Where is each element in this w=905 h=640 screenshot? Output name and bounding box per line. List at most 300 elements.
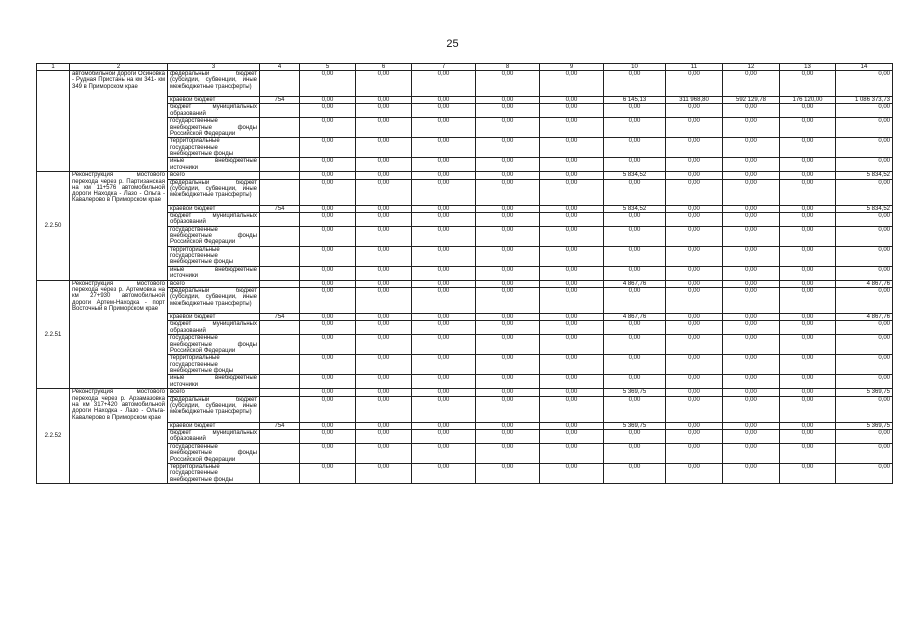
funding-source: территориальные государственные внебюджетные фонды <box>168 246 260 266</box>
budget-code <box>260 266 300 280</box>
amount-cell: 0,00 <box>780 205 836 212</box>
amount-cell: 0,00 <box>723 389 780 396</box>
amount-cell: 0,00 <box>412 335 476 355</box>
amount-cell: 0,00 <box>780 389 836 396</box>
amount-cell: 0,00 <box>300 375 356 389</box>
amount-cell: 0,00 <box>412 444 476 464</box>
amount-cell: 0,00 <box>780 396 836 422</box>
amount-cell: 0,00 <box>300 138 356 158</box>
amount-cell: 0,00 <box>356 118 412 138</box>
amount-cell: 0,00 <box>604 118 666 138</box>
amount-cell: 0,00 <box>412 158 476 172</box>
amount-cell: 0,00 <box>780 212 836 226</box>
budget-code <box>260 71 300 97</box>
amount-cell: 0,00 <box>836 430 893 444</box>
amount-cell: 0,00 <box>356 314 412 321</box>
amount-cell: 0,00 <box>780 246 836 266</box>
amount-cell: 0,00 <box>300 288 356 314</box>
amount-cell: 0,00 <box>300 212 356 226</box>
table-row <box>37 280 893 287</box>
amount-cell: 0,00 <box>540 71 604 97</box>
amount-cell: 0,00 <box>356 288 412 314</box>
budget-code: 754 <box>260 205 300 212</box>
budget-code <box>260 138 300 158</box>
budget-code <box>260 246 300 266</box>
column-header: 5 <box>300 64 356 71</box>
funding-source: территориальные государственные внебюджетные фонды <box>168 355 260 375</box>
amount-cell: 0,00 <box>540 118 604 138</box>
budget-code <box>260 396 300 422</box>
column-header: 7 <box>412 64 476 71</box>
amount-cell: 0,00 <box>476 422 540 429</box>
budget-code <box>260 444 300 464</box>
amount-cell: 0,00 <box>412 375 476 389</box>
row-number <box>37 71 70 172</box>
budget-code <box>260 179 300 205</box>
amount-cell: 0,00 <box>476 104 540 118</box>
amount-cell: 0,00 <box>723 205 780 212</box>
budget-code <box>260 464 300 484</box>
column-header: 11 <box>666 64 723 71</box>
funding-source: территориальные государственные внебюджетные фонды <box>168 464 260 484</box>
amount-cell: 0,00 <box>476 396 540 422</box>
amount-cell: 0,00 <box>836 212 893 226</box>
amount-cell: 0,00 <box>540 179 604 205</box>
amount-cell: 0,00 <box>780 335 836 355</box>
amount-cell: 4 867,76 <box>604 314 666 321</box>
funding-source: государственные внебюджетные фонды Российской Федерации <box>168 444 260 464</box>
funding-source: государственные внебюджетные фонды Российской Федерации <box>168 226 260 246</box>
amount-cell: 0,00 <box>356 158 412 172</box>
amount-cell: 0,00 <box>666 314 723 321</box>
amount-cell: 0,00 <box>476 375 540 389</box>
amount-cell: 0,00 <box>412 422 476 429</box>
amount-cell: 592 129,78 <box>723 97 780 104</box>
amount-cell: 0,00 <box>780 314 836 321</box>
amount-cell: 0,00 <box>540 97 604 104</box>
amount-cell: 0,00 <box>476 138 540 158</box>
column-header: 3 <box>168 64 260 71</box>
column-header: 9 <box>540 64 604 71</box>
budget-code <box>260 375 300 389</box>
amount-cell: 0,00 <box>412 266 476 280</box>
amount-cell: 0,00 <box>540 288 604 314</box>
amount-cell: 0,00 <box>836 104 893 118</box>
funding-source: краевой бюджет <box>168 205 260 212</box>
funding-source: государственные внебюджетные фонды Российской Федерации <box>168 118 260 138</box>
page-number: 25 <box>446 38 459 50</box>
amount-cell: 0,00 <box>540 314 604 321</box>
column-header: 2 <box>70 64 168 71</box>
amount-cell: 0,00 <box>300 118 356 138</box>
amount-cell: 0,00 <box>356 355 412 375</box>
amount-cell: 0,00 <box>723 314 780 321</box>
column-header: 4 <box>260 64 300 71</box>
amount-cell: 0,00 <box>836 118 893 138</box>
amount-cell: 0,00 <box>836 71 893 97</box>
amount-cell: 0,00 <box>723 138 780 158</box>
funding-source: краевой бюджет <box>168 97 260 104</box>
amount-cell: 0,00 <box>412 355 476 375</box>
amount-cell: 0,00 <box>836 246 893 266</box>
amount-cell: 0,00 <box>604 226 666 246</box>
amount-cell: 0,00 <box>540 464 604 484</box>
amount-cell: 0,00 <box>476 355 540 375</box>
amount-cell: 0,00 <box>356 226 412 246</box>
amount-cell: 0,00 <box>476 205 540 212</box>
amount-cell: 0,00 <box>412 212 476 226</box>
amount-cell: 0,00 <box>540 172 604 179</box>
amount-cell: 0,00 <box>836 321 893 335</box>
amount-cell: 0,00 <box>476 172 540 179</box>
amount-cell: 0,00 <box>476 464 540 484</box>
funding-source: территориальные государственные внебюджетные фонды <box>168 138 260 158</box>
row-number: 2.2.51 <box>37 280 70 389</box>
amount-cell: 0,00 <box>836 444 893 464</box>
amount-cell: 0,00 <box>540 355 604 375</box>
amount-cell: 0,00 <box>412 138 476 158</box>
budget-code: 754 <box>260 97 300 104</box>
amount-cell: 0,00 <box>412 430 476 444</box>
amount-cell: 0,00 <box>836 138 893 158</box>
amount-cell: 0,00 <box>540 335 604 355</box>
amount-cell: 0,00 <box>723 355 780 375</box>
amount-cell: 0,00 <box>540 158 604 172</box>
amount-cell: 0,00 <box>476 212 540 226</box>
amount-cell: 0,00 <box>780 179 836 205</box>
amount-cell: 0,00 <box>540 422 604 429</box>
amount-cell: 0,00 <box>836 158 893 172</box>
amount-cell: 0,00 <box>666 335 723 355</box>
amount-cell: 5 369,75 <box>604 389 666 396</box>
funding-source: краевой бюджет <box>168 314 260 321</box>
amount-cell: 0,00 <box>666 179 723 205</box>
amount-cell: 0,00 <box>356 430 412 444</box>
budget-code <box>260 335 300 355</box>
row-number: 2.2.50 <box>37 172 70 281</box>
column-header: 1 <box>37 64 70 71</box>
budget-code <box>260 355 300 375</box>
amount-cell: 0,00 <box>836 266 893 280</box>
funding-source: иные внебюджетные источники <box>168 158 260 172</box>
amount-cell: 0,00 <box>780 138 836 158</box>
amount-cell: 0,00 <box>412 97 476 104</box>
amount-cell: 0,00 <box>412 104 476 118</box>
amount-cell: 0,00 <box>604 430 666 444</box>
amount-cell: 0,00 <box>412 205 476 212</box>
budget-code <box>260 118 300 138</box>
amount-cell: 0,00 <box>300 444 356 464</box>
amount-cell: 0,00 <box>780 355 836 375</box>
amount-cell: 0,00 <box>604 444 666 464</box>
amount-cell: 0,00 <box>476 266 540 280</box>
amount-cell: 0,00 <box>540 389 604 396</box>
amount-cell: 0,00 <box>604 321 666 335</box>
budget-code <box>260 158 300 172</box>
amount-cell: 0,00 <box>836 355 893 375</box>
amount-cell: 0,00 <box>780 172 836 179</box>
amount-cell: 0,00 <box>476 158 540 172</box>
budget-code <box>260 389 300 396</box>
amount-cell: 0,00 <box>540 104 604 118</box>
amount-cell: 0,00 <box>723 422 780 429</box>
amount-cell: 0,00 <box>300 266 356 280</box>
funding-source: бюджет муниципальных образований <box>168 430 260 444</box>
amount-cell: 0,00 <box>666 280 723 287</box>
amount-cell: 0,00 <box>836 375 893 389</box>
funding-source: федеральный бюджет (субсидии, субвенции, иные межбюджетные трансферты) <box>168 288 260 314</box>
funding-source: государственные внебюджетные фонды Российской Федерации <box>168 335 260 355</box>
amount-cell: 0,00 <box>723 396 780 422</box>
amount-cell: 0,00 <box>476 314 540 321</box>
amount-cell: 0,00 <box>780 430 836 444</box>
amount-cell: 0,00 <box>356 179 412 205</box>
amount-cell: 0,00 <box>540 226 604 246</box>
amount-cell: 0,00 <box>356 422 412 429</box>
amount-cell: 0,00 <box>780 266 836 280</box>
amount-cell: 0,00 <box>666 158 723 172</box>
amount-cell: 0,00 <box>356 138 412 158</box>
amount-cell: 0,00 <box>356 104 412 118</box>
object-name: Реконструкция мостового перехода через р. Арзамазовка на км 317+420 автомобильной дороги Находка - Лазо - Ольга- Кавалерово в Приморском крае <box>70 389 168 484</box>
budget-code: 754 <box>260 422 300 429</box>
amount-cell: 0,00 <box>476 321 540 335</box>
amount-cell: 0,00 <box>780 104 836 118</box>
funding-source: всего <box>168 172 260 179</box>
amount-cell: 0,00 <box>412 396 476 422</box>
amount-cell: 0,00 <box>723 288 780 314</box>
amount-cell: 0,00 <box>666 226 723 246</box>
amount-cell: 5 369,75 <box>836 422 893 429</box>
amount-cell: 0,00 <box>604 288 666 314</box>
amount-cell: 0,00 <box>300 321 356 335</box>
amount-cell: 0,00 <box>540 444 604 464</box>
row-number: 2.2.52 <box>37 389 70 484</box>
amount-cell: 0,00 <box>780 375 836 389</box>
amount-cell: 0,00 <box>300 97 356 104</box>
budget-table <box>36 63 893 484</box>
amount-cell: 0,00 <box>412 464 476 484</box>
amount-cell: 0,00 <box>604 158 666 172</box>
amount-cell: 0,00 <box>723 226 780 246</box>
amount-cell: 0,00 <box>723 430 780 444</box>
amount-cell: 0,00 <box>604 266 666 280</box>
amount-cell: 0,00 <box>604 335 666 355</box>
amount-cell: 0,00 <box>604 212 666 226</box>
amount-cell: 0,00 <box>300 246 356 266</box>
amount-cell: 0,00 <box>300 464 356 484</box>
amount-cell: 0,00 <box>300 280 356 287</box>
amount-cell: 0,00 <box>723 375 780 389</box>
amount-cell: 0,00 <box>666 444 723 464</box>
amount-cell: 0,00 <box>780 464 836 484</box>
table-row <box>37 389 893 396</box>
amount-cell: 176 120,00 <box>780 97 836 104</box>
amount-cell: 0,00 <box>356 205 412 212</box>
amount-cell: 311 968,80 <box>666 97 723 104</box>
amount-cell: 0,00 <box>356 321 412 335</box>
funding-source: краевой бюджет <box>168 422 260 429</box>
amount-cell: 0,00 <box>476 226 540 246</box>
amount-cell: 0,00 <box>540 375 604 389</box>
funding-source: бюджет муниципальных образований <box>168 212 260 226</box>
budget-code <box>260 280 300 287</box>
amount-cell: 0,00 <box>412 246 476 266</box>
amount-cell: 0,00 <box>476 97 540 104</box>
amount-cell: 0,00 <box>666 389 723 396</box>
amount-cell: 0,00 <box>540 205 604 212</box>
amount-cell: 0,00 <box>723 104 780 118</box>
amount-cell: 0,00 <box>666 172 723 179</box>
amount-cell: 0,00 <box>723 212 780 226</box>
amount-cell: 0,00 <box>666 430 723 444</box>
amount-cell: 0,00 <box>476 118 540 138</box>
amount-cell: 1 086 373,73 <box>836 97 893 104</box>
column-header: 14 <box>836 64 893 71</box>
amount-cell: 0,00 <box>300 205 356 212</box>
amount-cell: 0,00 <box>604 71 666 97</box>
amount-cell: 0,00 <box>780 422 836 429</box>
amount-cell: 0,00 <box>476 246 540 266</box>
amount-cell: 0,00 <box>412 71 476 97</box>
amount-cell: 0,00 <box>666 464 723 484</box>
amount-cell: 0,00 <box>604 138 666 158</box>
amount-cell: 0,00 <box>300 158 356 172</box>
amount-cell: 0,00 <box>723 321 780 335</box>
amount-cell: 5 369,75 <box>604 422 666 429</box>
amount-cell: 0,00 <box>300 389 356 396</box>
budget-code <box>260 430 300 444</box>
amount-cell: 0,00 <box>723 335 780 355</box>
amount-cell: 0,00 <box>356 97 412 104</box>
funding-source: иные внебюджетные источники <box>168 375 260 389</box>
amount-cell: 0,00 <box>836 335 893 355</box>
amount-cell: 4 867,76 <box>604 280 666 287</box>
amount-cell: 0,00 <box>666 71 723 97</box>
amount-cell: 0,00 <box>356 266 412 280</box>
amount-cell: 0,00 <box>476 280 540 287</box>
column-header: 13 <box>780 64 836 71</box>
funding-source: федеральный бюджет (субсидии, субвенции, иные межбюджетные трансферты) <box>168 396 260 422</box>
budget-code <box>260 104 300 118</box>
amount-cell: 0,00 <box>666 355 723 375</box>
amount-cell: 5 369,75 <box>836 389 893 396</box>
amount-cell: 0,00 <box>604 464 666 484</box>
amount-cell: 0,00 <box>666 396 723 422</box>
amount-cell: 0,00 <box>723 179 780 205</box>
funding-source: федеральный бюджет (субсидии, субвенции, иные межбюджетные трансферты) <box>168 71 260 97</box>
amount-cell: 0,00 <box>604 396 666 422</box>
object-name: Реконструкция мостового перехода через р. Партизанская на км 11+576 автомобильной дороги Находка - Лазо - Ольга - Кавалерово в Приморском крае <box>70 172 168 281</box>
amount-cell: 0,00 <box>356 464 412 484</box>
amount-cell: 0,00 <box>540 321 604 335</box>
amount-cell: 0,00 <box>666 205 723 212</box>
amount-cell: 0,00 <box>412 280 476 287</box>
column-header: 8 <box>476 64 540 71</box>
amount-cell: 0,00 <box>723 280 780 287</box>
amount-cell: 0,00 <box>356 71 412 97</box>
amount-cell: 0,00 <box>356 444 412 464</box>
object-name: Реконструкция мостового перехода через р. Артемовка на км 27+930 автомобильной дороги Артем-Находка - порт Восточный в Приморском крае <box>70 280 168 389</box>
table-body <box>37 64 893 484</box>
funding-source: федеральный бюджет (субсидии, субвенции, иные межбюджетные трансферты) <box>168 179 260 205</box>
amount-cell: 0,00 <box>300 179 356 205</box>
amount-cell: 0,00 <box>300 396 356 422</box>
table-row <box>37 172 893 179</box>
amount-cell: 0,00 <box>604 355 666 375</box>
amount-cell: 0,00 <box>540 212 604 226</box>
amount-cell: 0,00 <box>780 280 836 287</box>
amount-cell: 0,00 <box>540 280 604 287</box>
amount-cell: 0,00 <box>476 71 540 97</box>
object-name: автомобильной дороги Осиновка - Рудная Пристань на км 341- км 349 в Приморском крае <box>70 71 168 172</box>
amount-cell: 0,00 <box>666 212 723 226</box>
amount-cell: 5 834,52 <box>604 172 666 179</box>
amount-cell: 0,00 <box>666 422 723 429</box>
amount-cell: 0,00 <box>666 104 723 118</box>
amount-cell: 0,00 <box>356 375 412 389</box>
amount-cell: 0,00 <box>300 71 356 97</box>
amount-cell: 0,00 <box>836 396 893 422</box>
amount-cell: 0,00 <box>723 158 780 172</box>
amount-cell: 0,00 <box>666 321 723 335</box>
amount-cell: 0,00 <box>604 246 666 266</box>
amount-cell: 0,00 <box>356 396 412 422</box>
amount-cell: 0,00 <box>300 355 356 375</box>
amount-cell: 4 867,76 <box>836 280 893 287</box>
amount-cell: 0,00 <box>412 118 476 138</box>
amount-cell: 0,00 <box>412 321 476 335</box>
budget-code <box>260 226 300 246</box>
amount-cell: 0,00 <box>476 179 540 205</box>
table-row <box>37 71 893 97</box>
amount-cell: 0,00 <box>723 118 780 138</box>
amount-cell: 0,00 <box>476 444 540 464</box>
amount-cell: 0,00 <box>780 118 836 138</box>
amount-cell: 0,00 <box>356 389 412 396</box>
funding-source: иные внебюджетные источники <box>168 266 260 280</box>
funding-source: бюджет муниципальных образований <box>168 104 260 118</box>
amount-cell: 0,00 <box>723 444 780 464</box>
amount-cell: 0,00 <box>356 212 412 226</box>
column-header: 6 <box>356 64 412 71</box>
amount-cell: 6 145,13 <box>604 97 666 104</box>
amount-cell: 0,00 <box>780 444 836 464</box>
amount-cell: 0,00 <box>356 280 412 287</box>
amount-cell: 0,00 <box>412 288 476 314</box>
amount-cell: 0,00 <box>780 321 836 335</box>
amount-cell: 0,00 <box>540 266 604 280</box>
funding-source: бюджет муниципальных образований <box>168 321 260 335</box>
amount-cell: 0,00 <box>723 172 780 179</box>
budget-code <box>260 321 300 335</box>
amount-cell: 0,00 <box>666 118 723 138</box>
amount-cell: 0,00 <box>300 104 356 118</box>
amount-cell: 0,00 <box>780 71 836 97</box>
amount-cell: 0,00 <box>412 314 476 321</box>
amount-cell: 0,00 <box>300 422 356 429</box>
amount-cell: 0,00 <box>540 246 604 266</box>
amount-cell: 0,00 <box>476 430 540 444</box>
amount-cell: 4 867,76 <box>836 314 893 321</box>
amount-cell: 0,00 <box>412 172 476 179</box>
amount-cell: 0,00 <box>780 288 836 314</box>
header-row <box>37 64 893 71</box>
amount-cell: 0,00 <box>723 246 780 266</box>
amount-cell: 0,00 <box>300 226 356 246</box>
amount-cell: 0,00 <box>666 246 723 266</box>
amount-cell: 0,00 <box>780 158 836 172</box>
